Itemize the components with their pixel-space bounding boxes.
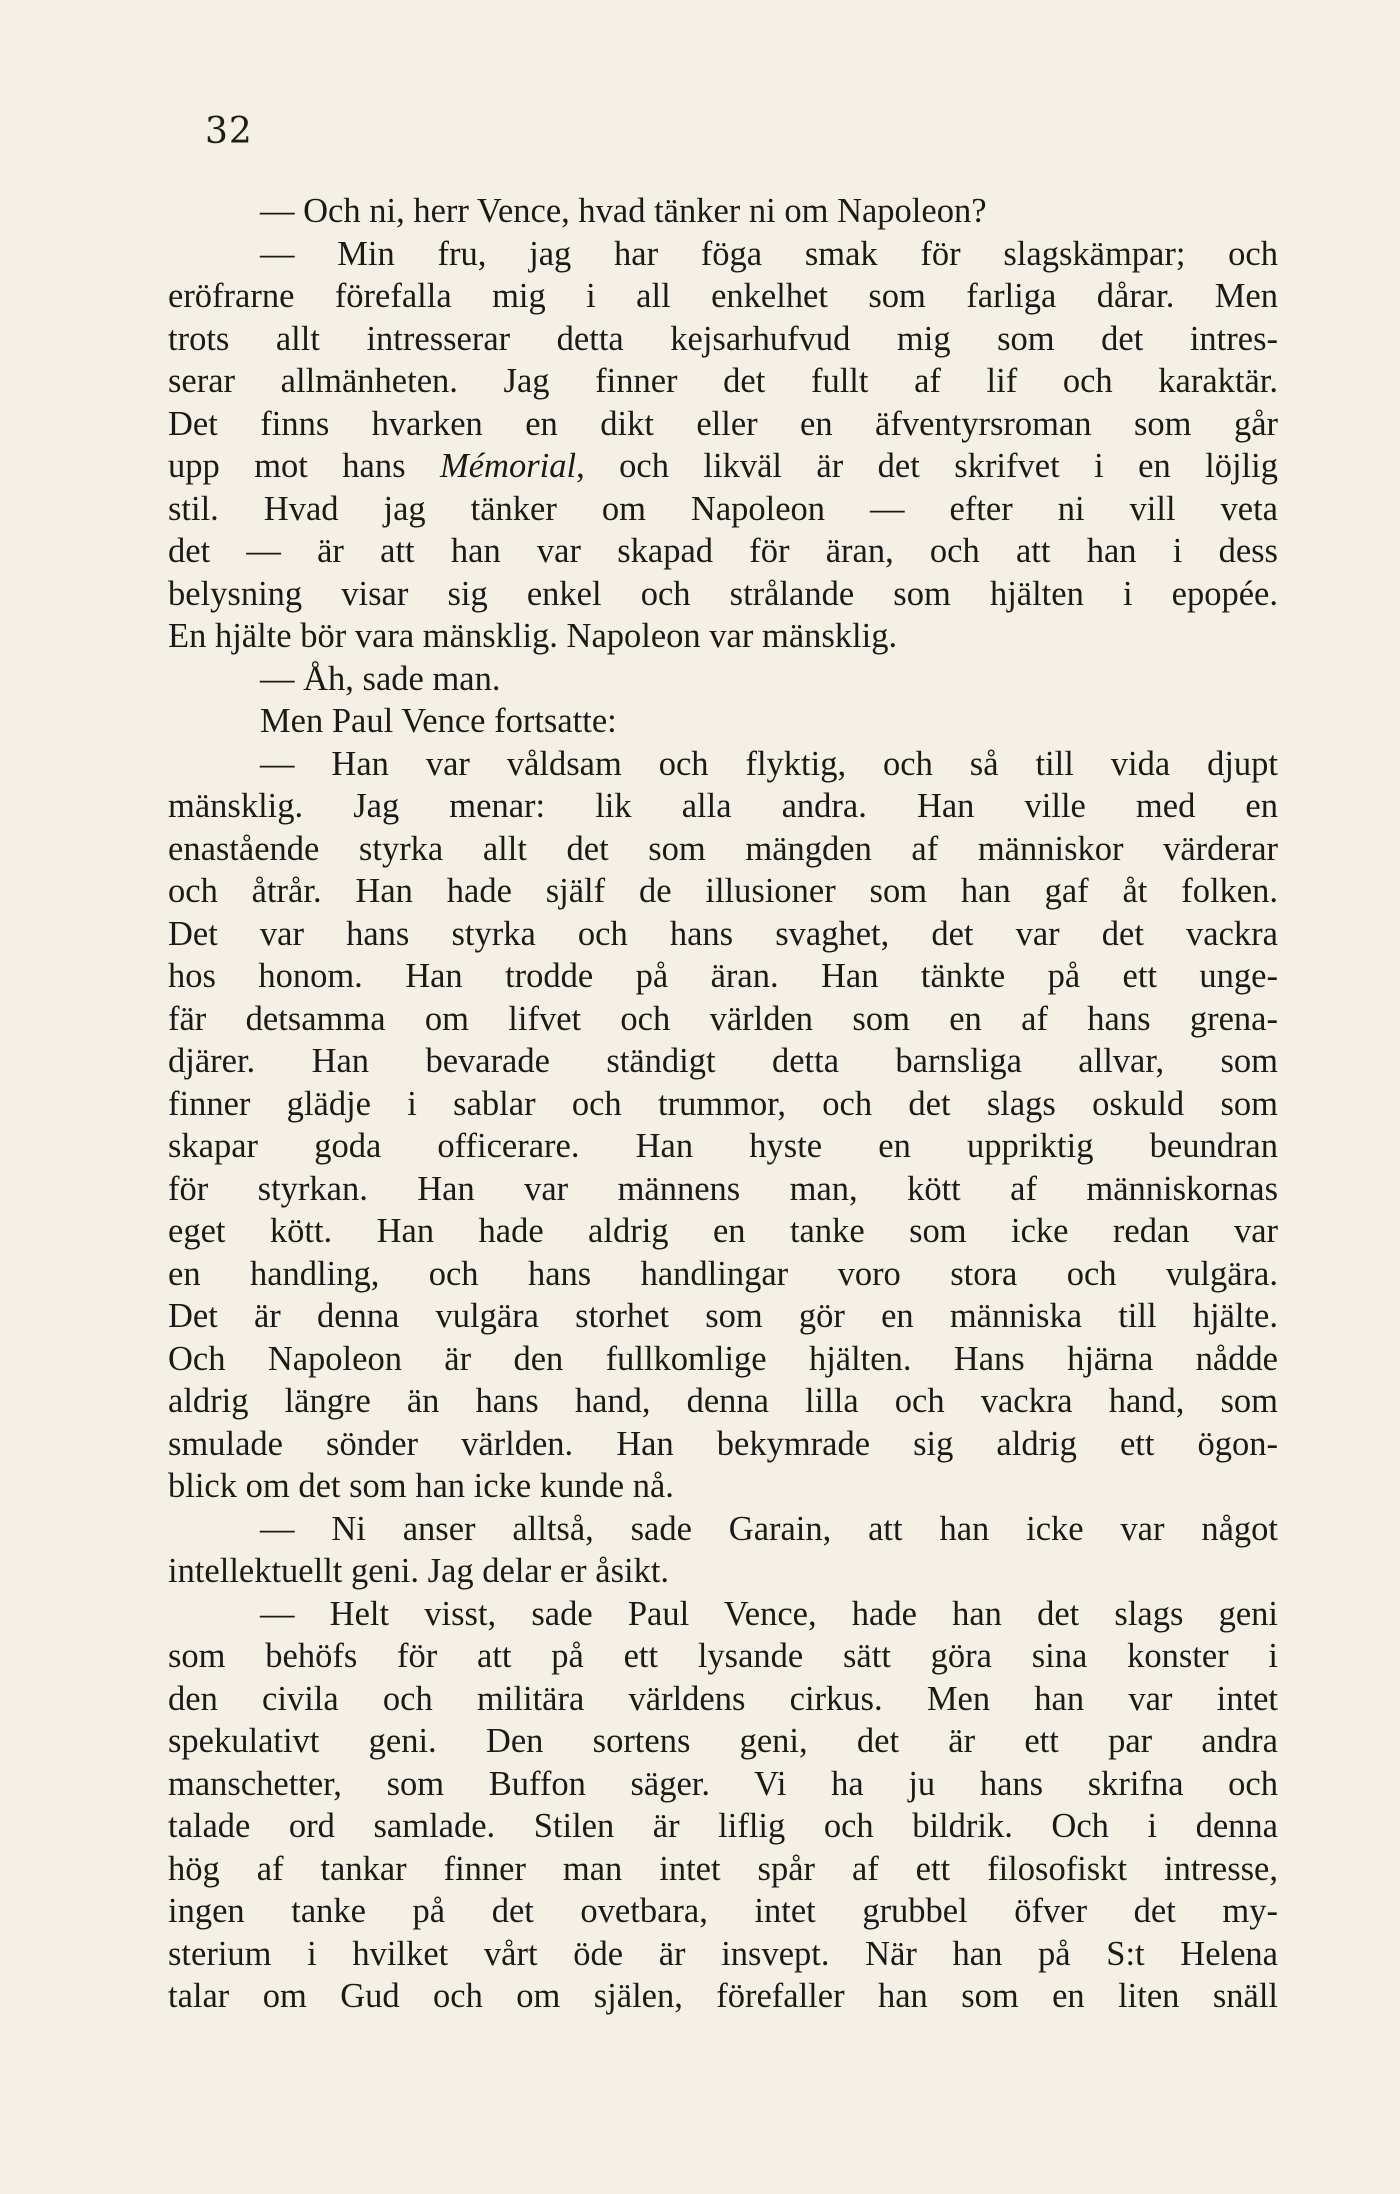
text-line: för styrkan. Han var männens man, kött af människornas	[168, 1169, 1278, 1208]
text-line: manschetter, som Buffon säger. Vi ha ju hans skrifna och	[168, 1764, 1278, 1803]
text-line: — Helt visst, sade Paul Vence, hade han det slags geni	[260, 1594, 1278, 1633]
text-line: talar om Gud och om själen, förefaller han som en liten snäll	[168, 1977, 1278, 2015]
text-line: Det är denna vulgära storhet som gör en människa till hjälte.	[168, 1297, 1278, 1335]
text-line: sterium i hvilket vårt öde är insvept. När han på S:t Helena	[168, 1934, 1278, 1973]
text-line: det — är att han var skapad för äran, och att han i dess	[168, 532, 1278, 570]
page-number: 32	[205, 111, 253, 152]
text-line: finner glädje i sablar och trummor, och det slags oskuld som	[168, 1084, 1278, 1123]
text-line: serar allmänheten. Jag finner det fullt af lif och karaktär.	[168, 362, 1278, 400]
text-line: hos honom. Han trodde på äran. Han tänkte på ett unge-	[168, 957, 1278, 995]
text-line: trots allt intresserar detta kejsarhufvud mig som det intres-	[168, 319, 1278, 358]
text-line: eget kött. Han hade aldrig en tanke som icke redan var	[168, 1212, 1278, 1250]
text-line: skapar goda officerare. Han hyste en uppriktig beundran	[168, 1127, 1278, 1165]
text-line: mänsklig. Jag menar: lik alla andra. Han ville med en	[168, 787, 1278, 825]
text-line: stil. Hvad jag tänker om Napoleon — efter ni vill veta	[168, 489, 1278, 528]
text-line: — Min fru, jag har föga smak för slagskämpar; och	[260, 234, 1278, 273]
book-title: Mémorial	[440, 447, 577, 485]
text-line: en handling, och hans handlingar voro stora och vulgära.	[168, 1254, 1278, 1293]
text-line: fär detsamma om lifvet och världen som en af hans grena-	[168, 999, 1278, 1038]
text-line: hög af tankar finner man intet spår af ett filosofiskt intresse,	[168, 1849, 1278, 1888]
text-line: talade ord samlade. Stilen är liflig och bildrik. Och i denna	[168, 1807, 1278, 1845]
text-line: ingen tanke på det ovetbara, intet grubbel öfver det my-	[168, 1892, 1278, 1930]
text-line: djärer. Han bevarade ständigt detta barnsliga allvar, som	[168, 1042, 1278, 1080]
text-line: blick om det som han icke kunde nå.	[168, 1467, 674, 1505]
text-line: enastående styrka allt det som mängden af människor värderar	[168, 829, 1278, 868]
text-line: — Och ni, herr Vence, hvad tänker ni om Napoleon?	[260, 192, 987, 230]
text-line: och åtrår. Han hade själf de illusioner som han gaf åt folken.	[168, 872, 1278, 910]
text-line: Och Napoleon är den fullkomlige hjälten. Hans hjärna nådde	[168, 1339, 1278, 1378]
text-line: Det var hans styrka och hans svaghet, det var det vackra	[168, 914, 1278, 953]
text-line: aldrig längre än hans hand, denna lilla och vackra hand, som	[168, 1382, 1278, 1420]
text-line: En hjälte bör vara mänsklig. Napoleon var mänsklig.	[168, 617, 898, 655]
text-line: — Han var våldsam och flyktig, och så till vida djupt	[260, 744, 1278, 783]
text-line: smulade sönder världen. Han bekymrade sig aldrig ett ögon-	[168, 1424, 1278, 1463]
text-line: upp mot hans Mémorial, och likväl är det skrifvet i en löjlig	[168, 447, 1278, 485]
text-line: — Ni anser alltså, sade Garain, att han icke var något	[260, 1509, 1278, 1548]
text-line: belysning visar sig enkel och strålande som hjälten i epopée.	[168, 574, 1278, 613]
text-line: den civila och militära världens cirkus. Men han var intet	[168, 1679, 1278, 1718]
text-line: Det finns hvarken en dikt eller en äfventyrsroman som går	[168, 404, 1278, 443]
text-line: Men Paul Vence fortsatte:	[260, 702, 617, 740]
text-line: som behöfs för att på ett lysande sätt göra sina konster i	[168, 1637, 1278, 1675]
text-line: spekulativt geni. Den sortens geni, det är ett par andra	[168, 1722, 1278, 1760]
body-text	[168, 190, 1278, 2018]
text-line: eröfrarne förefalla mig i all enkelhet som farliga dårar. Men	[168, 277, 1278, 315]
text-line: intellektuellt geni. Jag delar er åsikt.	[168, 1552, 670, 1590]
text-line: — Åh, sade man.	[260, 659, 501, 698]
